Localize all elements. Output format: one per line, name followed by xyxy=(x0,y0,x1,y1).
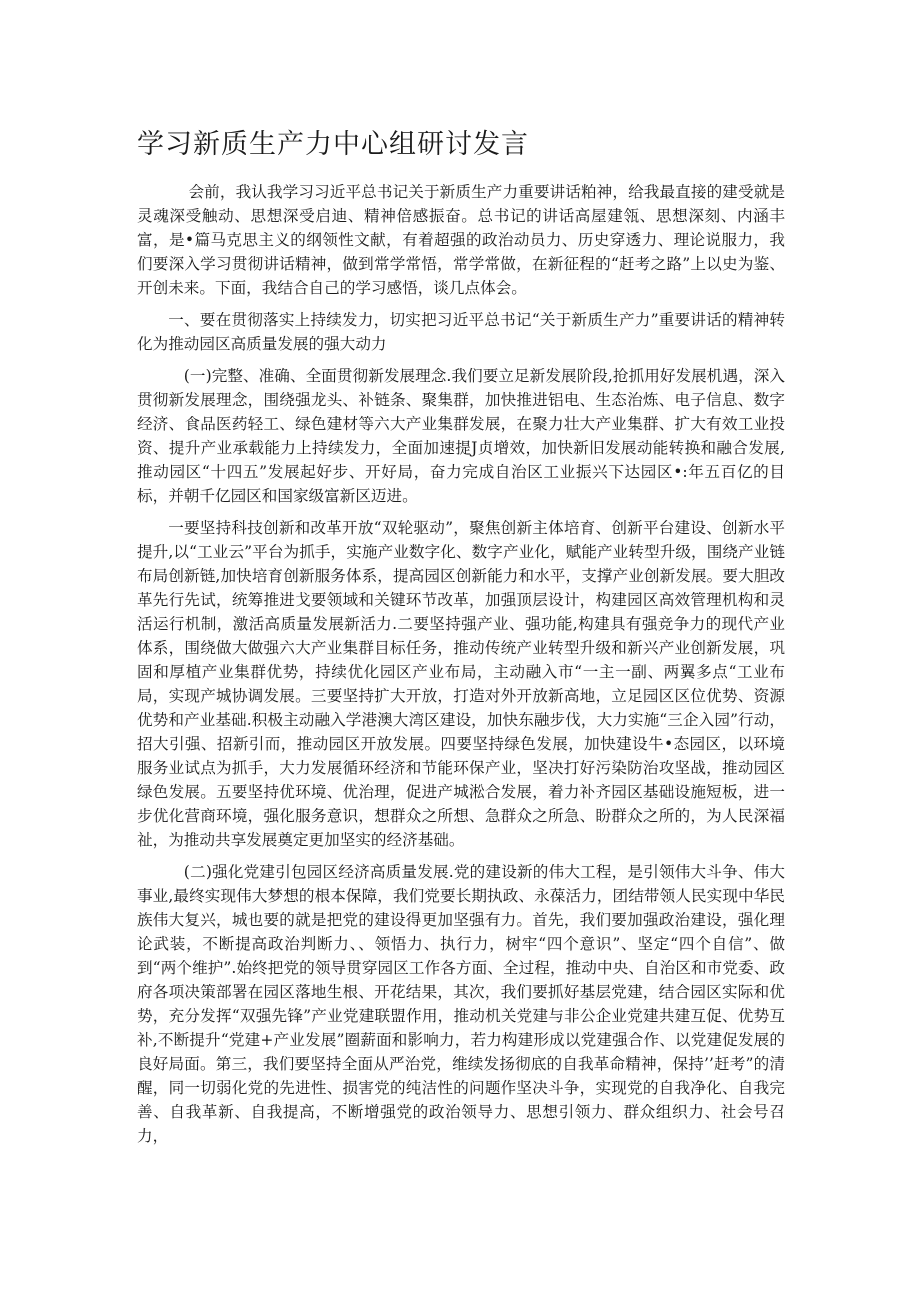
document-title: 学习新质生产力中心组研讨发言 xyxy=(137,129,529,160)
subsection-paragraph-1: (一)完整、准确、全面贯彻新发展理念.我们要立足新发展阶段,抢抓用好发展机遇，深入贯彻新发展理念，围绕强龙头、补链条、聚集群，加快推进铝电、生态治炼、电子信息、数字经济、食品医药轻工、绿色建材等六大产业集群发展，在聚力壮大产业集群、扩大有效工业投资、提升产业承载能力上持续发力，全面加速提J贞增效，加快新旧发展动能转换和融合发展,推动园区“十四五”发展起好步、开好局，奋力完成自治区工业振兴下达园区•:年五百亿的目标，并朝千亿园区和国家级富新区迈进。 xyxy=(137,367,785,505)
document-body xyxy=(137,180,785,1156)
intro-paragraph: 会前，我认我学习习近平总书记关于新质生产力重要讲话粕神，给我最直接的建受就是灵魂深受触动、思想深受启迪、精神倍感振奋。总书记的讲话高屋建瓴、思想深刻、内涵丰富，是•篇马克思主义的纲领性文献，有着超强的政治动员力、历史穿透力、理论说服力，我们要深入学习贯彻讲话精神，做到常学常悟，常学常做，在新征程的“赶考之路”上以史为鉴、开创未来。下面，我结合自己的学习感悟，谈几点体会。 xyxy=(137,183,785,297)
subsection-paragraph-2: (二)强化党建引包园区经济高质量发展.党的建设新的伟大工程，是引领伟大斗争、伟大事业,最终实现伟大梦想的根本保障，我们党要长期执政、永葆活力，团结带领人民实现中华民族伟大复兴，城也要的就是把党的建设得更加坚强有力。首先，我们要加强政治建设，强化理论武装，不断提高政治判断力、、领悟力、执行力，树牢“四个意识”、坚定“四个自信”、做到“两个维护”.始终把党的领导贯穿园区工作各方面、全过程，推动中央、自治区和市党委、政府各项决策部署在园区落地生根、开花结果，其次，我们要抓好基层党建，结合园区实际和优势，充分发挥“双强先锋”产业党建联盟作用，推动机关党建与非公企业党建共建互促、优势互补,不断提升“党建+产业发展”圈薪面和影响力，若力构建形成以党建强合作、以党建促发展的良好局面。第三，我们要坚持全面从严治党，维续发扬彻底的自我革命精神，保持’’赶考”的清醒，同一切弱化党的先进性、损害党的纯洁性的问题作坚决斗争，实现党的自我净化、自我完善、自我革新、自我提高，不断增强党的政治领导力、思想引领力、群众组织力、社会号召力， xyxy=(137,863,785,1145)
body-paragraph: 一要坚持科技创新和改革开放“双轮驱动”，聚焦创新主体培育、创新平台建设、创新水平提升,以“工业云”平台为抓手，实施产业数字化、数字产业化，赋能产业转型升级，围绕产业链布局创新链,加快培育创新服务体系，提高园区创新能力和水平，支撑产业创新发展。要大胆改革先行先试，统筹推进戈要领域和关键环节改革，加强顶层设计，构建园区高效管理机构和灵活运行机制，激活高质量发展新活力.二要坚持强产业、强功能,构建具有强竞争力的现代产业体系，围绕做大做强六大产业集群目标任务，推动传统产业转型升级和新兴产业创新发展，巩固和厚植产业集群优势，持续优化园区产业布局，主动融入市“一主一副、两翼多点“工业布局，实现产城协调发展。三要坚持扩大开放，打造对外开放新高地，立足园区区位优势、资源优势和产业基础.积极主动融入学港澳大湾区建设，加快东融步伐，大力实施“三企入园”行动，招大引强、招新引而，推动园区开放发展。四要坚持绿色发展，加快建设牛•态园区，以环境服务业试点为抓手，大力发展循环经济和节能环保产业，坚决打好污染防治攻坚战，推动园区绿色发展。五要坚持优环境、优治理，促进产城淞合发展，着力补齐园区基础设施短板，进一步优化营商环境，强化服务意识，想群众之所想、急群众之所急、盼群众之所的，为人民深福祉，为推动共享发展奠定更加坚实的经济基础。 xyxy=(137,519,785,849)
section-heading-1: 一、要在贯彻落实上持续发力，切实把习近平总书记“关于新质生产力”重要讲话的精神转化为推动园区高质量发展的强大动力 xyxy=(137,311,785,353)
